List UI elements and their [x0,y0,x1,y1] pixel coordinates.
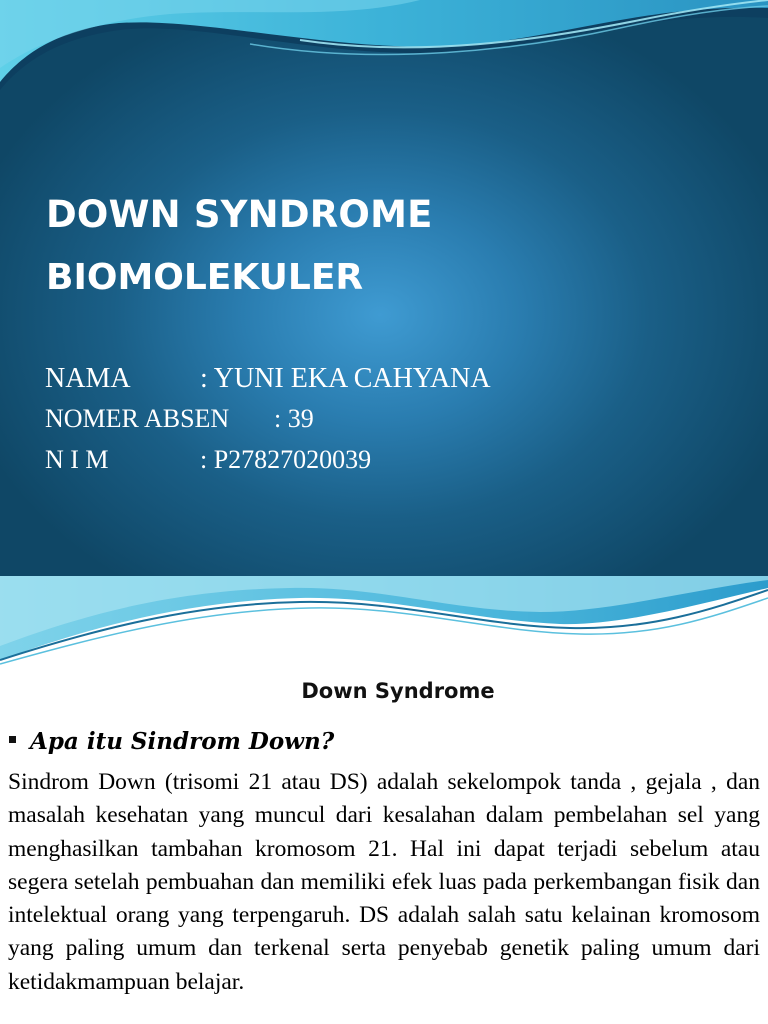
info-value: : YUNI EKA CAHYANA [200,363,491,394]
info-row-nama [45,363,491,395]
slide-subtitle: BIOMOLEKULER [46,257,364,298]
info-label: NAMA [45,363,131,394]
slide-title: DOWN SYNDROME [46,193,433,236]
info-row-nomer-absen [45,404,314,434]
info-value: : P27827020039 [200,445,372,474]
bullet-text: Apa itu Sindrom Down? [30,728,335,755]
info-label: N I M [45,445,109,474]
bullet-heading [9,728,334,755]
info-value: : 39 [274,404,314,433]
body-paragraph: Sindrom Down (trisomi 21 atau DS) adalah sekelompok tanda , gejala , dan masalah kesehatan yang muncul dari kesalahan dalam pembelahan sel yang menghasilkan tambahan kromosom 21. Hal ini dapat terjadi sebelum atau segera setelah pembuahan dan memiliki efek luas pada perkembangan fisik dan intelektual orang yang terpengaruh. DS adalah salah satu kelainan kromosom yang paling umum dan terkenal serta penyebab genetik paling umum dari ketidakmampuan belajar. [8,769,760,995]
square-bullet-icon [9,736,16,743]
top-wave-decoration [0,0,768,120]
info-row-nim [45,445,371,475]
content-title: Down Syndrome [301,679,495,703]
info-label: NOMER ABSEN [45,404,230,433]
bottom-wave-decoration [0,576,768,666]
content-slide [0,576,768,1024]
